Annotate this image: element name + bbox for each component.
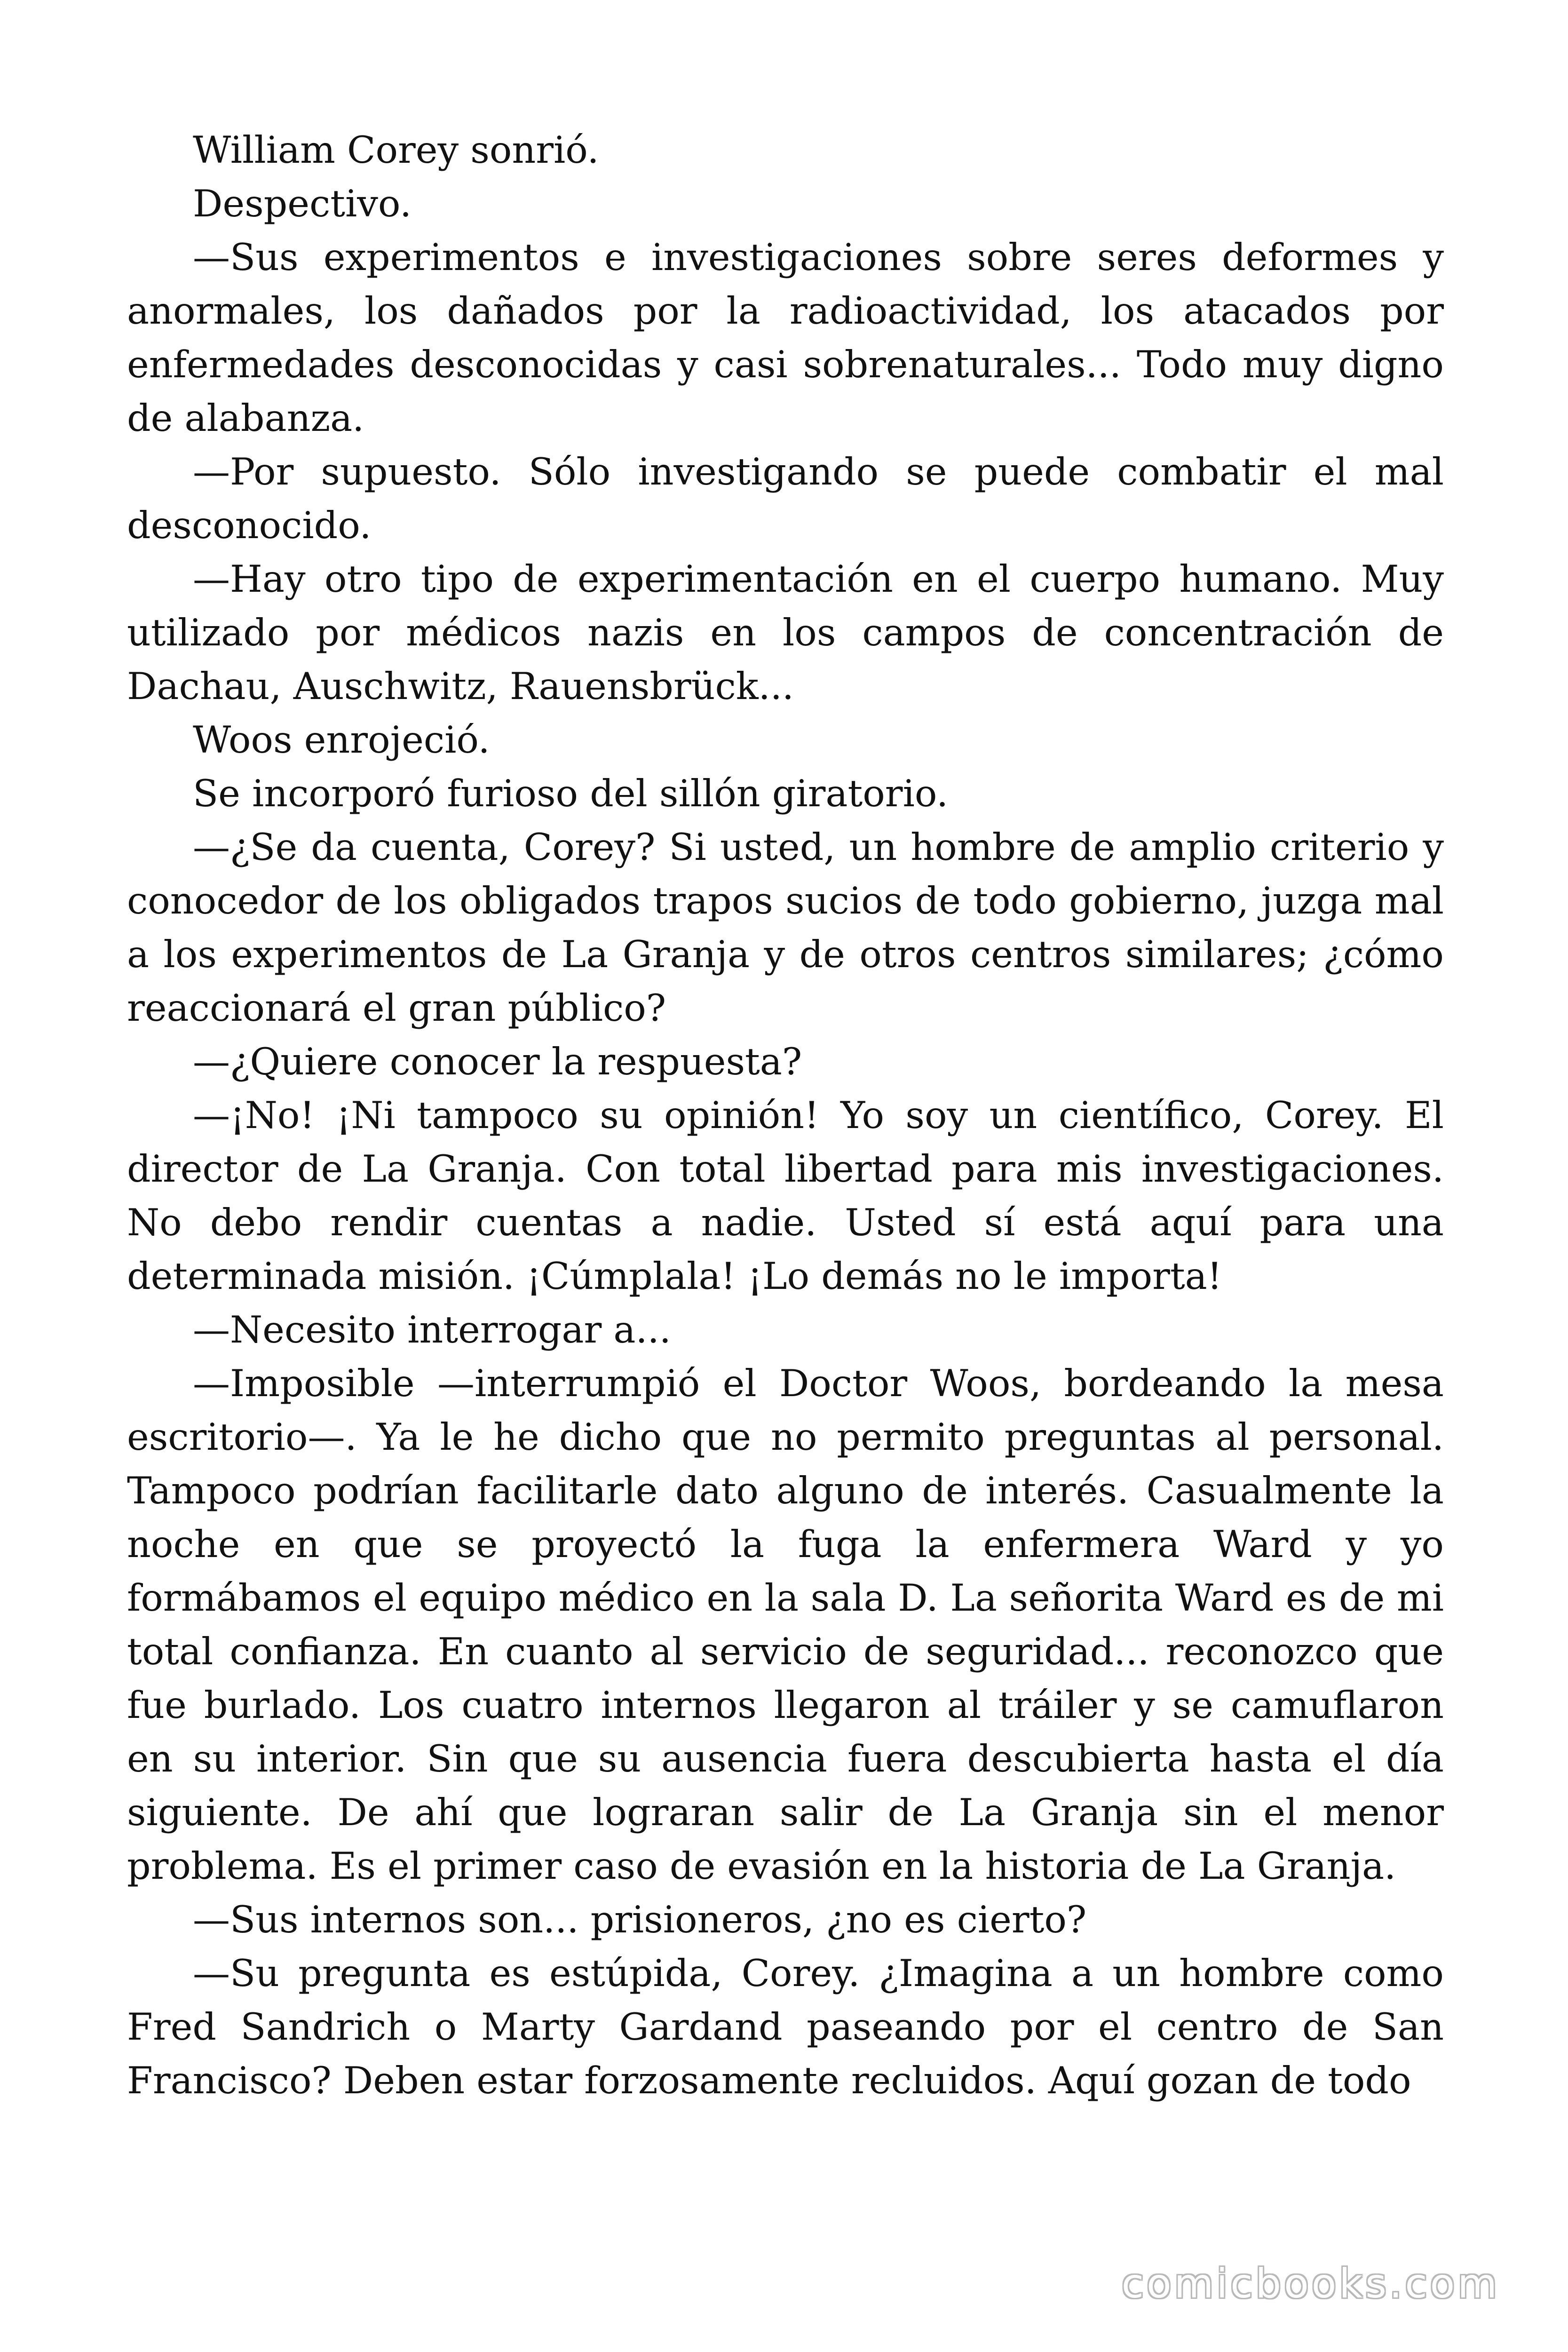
watermark-text: comicbooks.com bbox=[1121, 2260, 1500, 2307]
paragraph: —¡No! ¡Ni tampoco su opinión! Yo soy un científico, Corey. El director de La Granja. Con total libertad para mis investigaciones. No debo rendir cuentas a nadie. Usted sí está aquí para una determinada misión. ¡Cúmplala! ¡Lo demás no le importa! bbox=[127, 1094, 1444, 1298]
paragraph: —Imposible —interrumpió el Doctor Woos, bordeando la mesa escritorio—. Ya le he dicho que no permito preguntas al personal. Tampoco podrían facilitarle dato alguno de interés. Casualmente la noche en que se proyectó la fuga la enfermera Ward y yo formábamos el equipo médico en la sala D. La señorita Ward es de mi total confianza. En cuanto al servicio de seguridad... reconozco que fue burlado. Los cuatro internos llegaron al tráiler y se camuflaron en su interior. Sin que su ausencia fuera descubierta hasta el día siguiente. De ahí que lograran salir de La Granja sin el menor problema. Es el primer caso de evasión en la historia de La Granja. bbox=[127, 1362, 1444, 1888]
paragraph: —Su pregunta es estúpida, Corey. ¿Imagina a un hombre como Fred Sandrich o Marty Gardand paseando por el centro de San Francisco? Deben estar forzosamente recluidos. Aquí gozan de todo bbox=[127, 1952, 1444, 2102]
paragraph: —¿Quiere conocer la respuesta? bbox=[193, 1040, 802, 1083]
body-text bbox=[127, 123, 1444, 2107]
paragraph: —Necesito interrogar a... bbox=[193, 1308, 671, 1351]
paragraph: —Sus internos son... prisioneros, ¿no es cierto? bbox=[193, 1898, 1087, 1941]
paragraph: Se incorporó furioso del sillón giratorio. bbox=[193, 772, 949, 815]
paragraph: Woos enrojeció. bbox=[193, 718, 490, 762]
paragraph: —Por supuesto. Sólo investigando se puede combatir el mal desconocido. bbox=[127, 450, 1444, 547]
paragraph: —Hay otro tipo de experimentación en el cuerpo humano. Muy utilizado por médicos nazis en los campos de concentración de Dachau, Auschwitz, Rauensbrück... bbox=[127, 557, 1444, 708]
paragraph: Despectivo. bbox=[193, 182, 412, 225]
paragraph: —¿Se da cuenta, Corey? Si usted, un hombre de amplio criterio y conocedor de los obligados trapos sucios de todo gobierno, juzga mal a los experimentos de La Granja y de otros centros similares; ¿cómo reaccionará el gran público? bbox=[127, 826, 1444, 1030]
paragraph: William Corey sonrió. bbox=[193, 128, 599, 172]
paragraph: —Sus experimentos e investigaciones sobre seres deformes y anormales, los dañados por la radioactividad, los atacados por enfermedades desconocidas y casi sobrenaturales... Todo muy digno de alabanza. bbox=[127, 236, 1444, 440]
